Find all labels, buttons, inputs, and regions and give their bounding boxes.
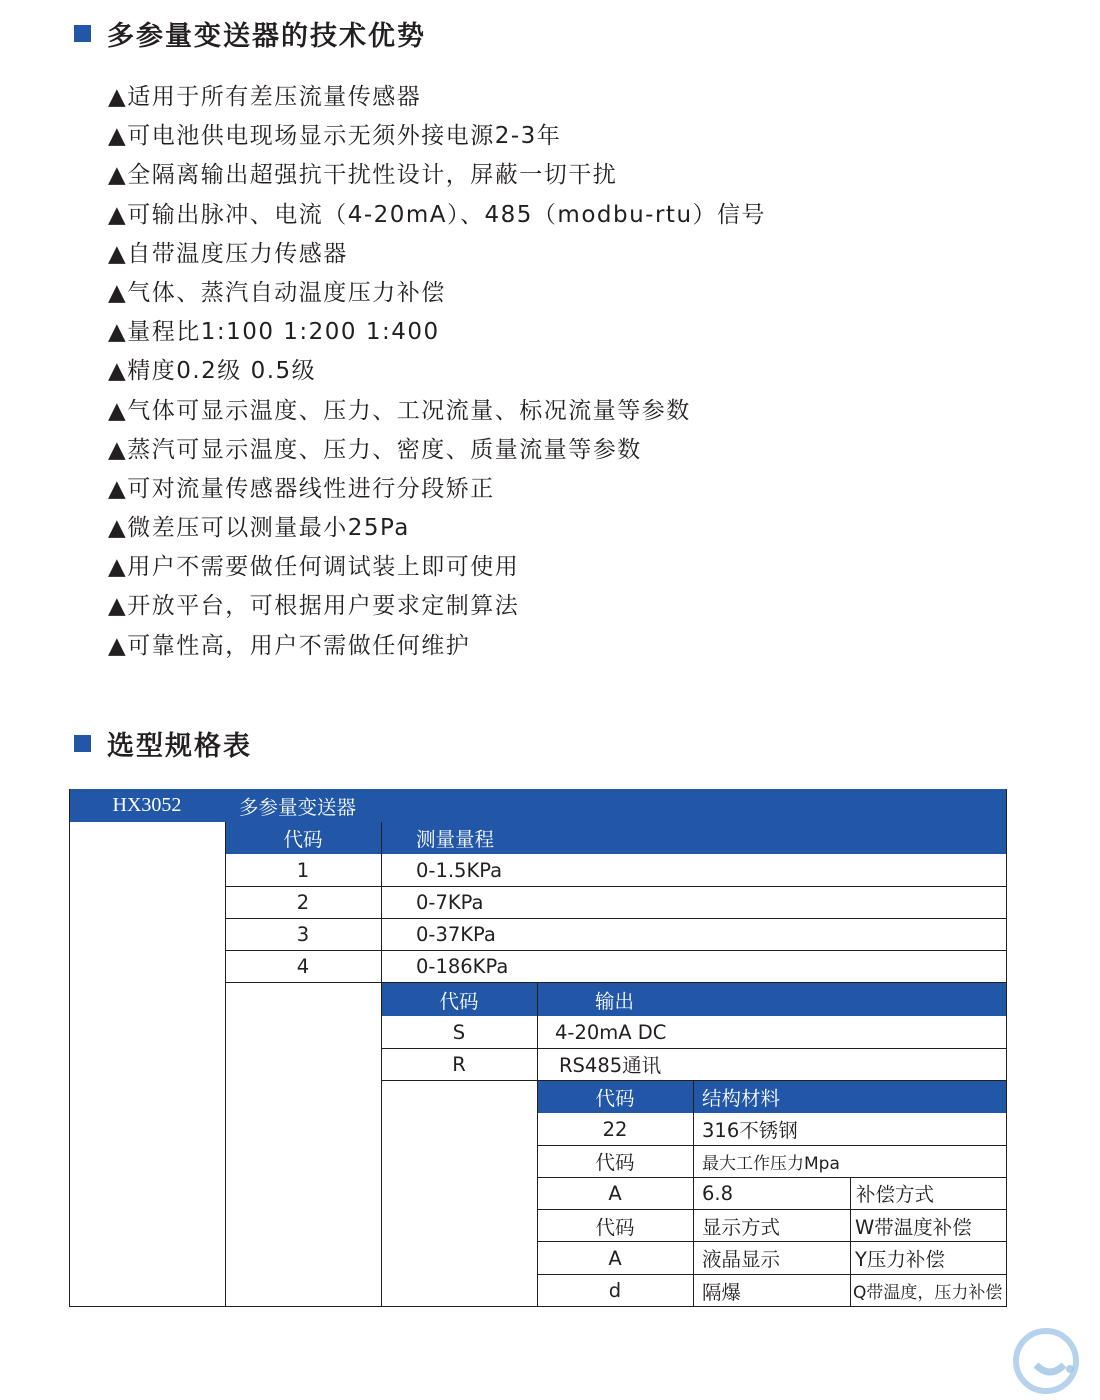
output-value: 4-20mA DC: [555, 1020, 667, 1044]
compensation-option: Q带温度，压力补偿: [853, 1283, 1003, 1303]
table-border: [225, 822, 226, 1307]
pressure-code: A: [608, 1181, 622, 1205]
selection-table: [69, 789, 1007, 1307]
selection-title: 选型规格表: [107, 731, 252, 762]
range-code: 4: [296, 955, 310, 978]
material-code: 22: [602, 1117, 628, 1141]
compensation-option: Y压力补偿: [855, 1248, 945, 1271]
range-code: 3: [296, 922, 310, 946]
table-border: [537, 1177, 1007, 1178]
advantage-item: ▲蒸汽可显示温度、压力、密度、质量流量等参数: [108, 436, 642, 463]
range-code-header: 代码: [225, 822, 381, 854]
advantage-item: ▲可靠性高，用户不需做任何维护: [108, 632, 471, 659]
brand-logo-icon: [1006, 1325, 1086, 1395]
table-border: [693, 1080, 694, 1307]
advantages-heading: [74, 14, 426, 53]
table-border: [850, 1177, 851, 1307]
range-value: 0-37KPa: [416, 922, 496, 946]
square-bullet-icon: [74, 735, 91, 752]
display-code: d: [608, 1279, 622, 1302]
pressure-value: 6.8: [702, 1181, 734, 1205]
advantage-item: ▲气体可显示温度、压力、工况流量、标况流量等参数: [108, 397, 691, 424]
table-border: [381, 822, 382, 1307]
display-code-header: 代码: [595, 1215, 635, 1239]
table-border: [225, 982, 1007, 983]
table-border: [225, 918, 1007, 919]
compensation-option: W带温度补偿: [855, 1215, 972, 1239]
advantage-item: ▲全隔离输出超强抗干扰性设计，屏蔽一切干扰: [108, 162, 618, 189]
output-code-header: 代码: [381, 983, 537, 1016]
table-border: [537, 1274, 1007, 1275]
table-border: [537, 1209, 1007, 1210]
selection-heading: [74, 724, 252, 763]
display-value: 隔爆: [702, 1280, 742, 1304]
display-code: A: [608, 1246, 622, 1270]
range-code: 1: [296, 858, 310, 882]
advantages-title: 多参量变送器的技术优势: [107, 21, 426, 52]
compensation-header: 补偿方式: [856, 1183, 935, 1206]
table-border: [225, 950, 1007, 951]
table-border: [69, 1306, 1007, 1307]
range-code: 2: [296, 890, 310, 914]
advantage-item: ▲气体、蒸汽自动温度压力补偿: [108, 279, 446, 306]
range-header: 测量量程: [381, 822, 1007, 854]
advantage-item: ▲可输出脉冲、电流（4-20mA）、485（modbu-rtu）信号: [108, 201, 767, 228]
advantage-item: ▲可对流量传感器线性进行分段矫正: [108, 475, 495, 502]
range-value: 0-1.5KPa: [416, 858, 503, 882]
table-border: [381, 1048, 1007, 1049]
material-code-header: 代码: [537, 1080, 693, 1113]
pressure-code-header: 代码: [595, 1151, 635, 1174]
output-header: 输出: [537, 983, 1007, 1016]
range-value: 0-7KPa: [416, 890, 484, 914]
product-cell: 多参量变送器: [225, 789, 1007, 822]
table-border: [537, 1145, 1007, 1146]
advantage-item: ▲可电池供电现场显示无须外接电源2-3年: [108, 123, 562, 150]
table-border: [225, 886, 1007, 887]
advantage-item: ▲用户不需要做任何调试装上即可使用: [108, 554, 520, 581]
advantages-list: [108, 78, 766, 666]
output-value: RS485通讯: [559, 1054, 662, 1077]
table-border: [381, 1080, 1007, 1081]
advantage-item: ▲自带温度压力传感器: [108, 240, 348, 267]
pressure-header: 最大工作压力Mpa: [702, 1153, 840, 1174]
display-header: 显示方式: [702, 1215, 781, 1239]
material-value: 316不锈钢: [702, 1119, 798, 1142]
advantage-item: ▲适用于所有差压流量传感器: [108, 84, 422, 110]
output-code: R: [452, 1052, 466, 1076]
square-bullet-icon: [74, 25, 91, 42]
model-cell: HX3052: [69, 789, 225, 822]
range-value: 0-186KPa: [416, 955, 509, 978]
advantage-item: ▲精度0.2级 0.5级: [108, 358, 317, 385]
material-header: 结构材料: [693, 1080, 1007, 1113]
advantage-item: ▲微差压可以测量最小25Pa: [108, 515, 410, 542]
advantage-item: ▲量程比1:100 1:200 1:400: [108, 319, 440, 346]
table-border: [69, 789, 70, 1307]
table-border: [537, 1241, 1007, 1242]
advantage-item: ▲开放平台，可根据用户要求定制算法: [108, 593, 520, 620]
output-code: S: [452, 1020, 466, 1044]
display-value: 液晶显示: [702, 1248, 781, 1271]
